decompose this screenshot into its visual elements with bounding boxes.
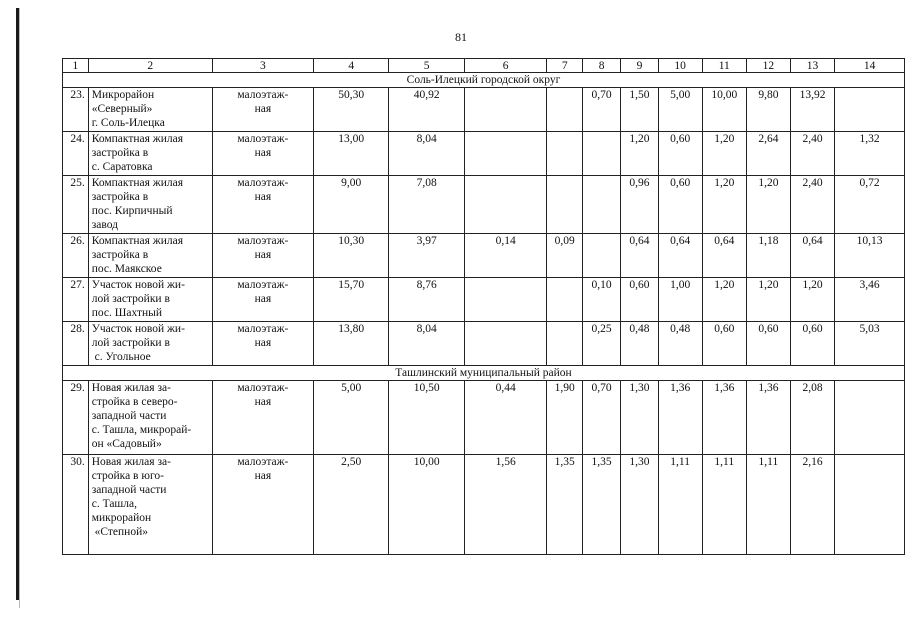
section-title: Соль-Илецкий городской округ (63, 73, 905, 88)
value-cell-c6: 0,44 (464, 381, 547, 455)
object-name-line: с. Ташла, микрорай- (91, 424, 192, 436)
column-number: 9 (621, 59, 658, 73)
value-cell-c4: 15,70 (314, 278, 389, 322)
value-cell-c14: 3,46 (835, 278, 905, 322)
row-number: 28. (63, 322, 89, 366)
value-cell-c5: 7,08 (389, 176, 464, 234)
value-cell-c9: 0,96 (621, 176, 658, 234)
column-number: 3 (212, 59, 313, 73)
value-cell-c9: 1,50 (621, 88, 658, 132)
table-row (63, 455, 905, 555)
value-cell-c11: 10,00 (702, 88, 746, 132)
value-cell-c5: 8,76 (389, 278, 464, 322)
object-name-line: застройка в (91, 147, 149, 159)
value-cell-c6 (464, 322, 547, 366)
value-cell-c6: 1,56 (464, 455, 547, 555)
building-type-line: малоэтаж- (237, 456, 289, 468)
building-type-line: малоэтаж- (237, 382, 289, 394)
object-name-cell (88, 381, 212, 455)
value-cell-c14 (835, 88, 905, 132)
value-cell-c7: 1,35 (547, 455, 582, 555)
value-cell-c10: 5,00 (658, 88, 702, 132)
value-cell-c13: 0,60 (790, 322, 834, 366)
value-cell-c12: 1,36 (746, 381, 790, 455)
building-type-line: малоэтаж- (237, 323, 289, 335)
column-number: 8 (582, 59, 620, 73)
column-number: 7 (547, 59, 582, 73)
value-cell-c10: 0,60 (658, 132, 702, 176)
value-cell-c8 (582, 176, 620, 234)
value-cell-c12: 0,60 (746, 322, 790, 366)
object-name-line: Микрорайон (91, 89, 155, 101)
object-name-line: завод (91, 219, 119, 231)
value-cell-c5: 40,92 (389, 88, 464, 132)
object-name-line: Компактная жилая (91, 177, 184, 189)
object-name-line: с. Саратовка (91, 161, 153, 173)
table-row (63, 322, 905, 366)
table-row (63, 278, 905, 322)
value-cell-c13: 1,20 (790, 278, 834, 322)
column-number: 10 (658, 59, 702, 73)
value-cell-c10: 0,48 (658, 322, 702, 366)
object-name-line: Новая жилая за- (91, 456, 171, 468)
table-row (63, 88, 905, 132)
object-name-line: Участок новой жи- (91, 279, 185, 291)
value-cell-c13: 2,40 (790, 132, 834, 176)
table-row (63, 176, 905, 234)
building-type-line: ная (254, 337, 272, 349)
object-name-line: «Северный» (91, 103, 153, 115)
column-number: 13 (790, 59, 834, 73)
column-number: 6 (464, 59, 547, 73)
value-cell-c4: 10,30 (314, 234, 389, 278)
column-number: 12 (746, 59, 790, 73)
object-name-line: лой застройки в (91, 337, 170, 349)
value-cell-c14 (835, 381, 905, 455)
object-name-line: пос. Шахтный (91, 307, 163, 319)
row-number: 25. (63, 176, 89, 234)
object-name-cell (88, 132, 212, 176)
object-name-line: застройка в (91, 249, 149, 261)
object-name-cell (88, 176, 212, 234)
building-type-line: малоэтаж- (237, 133, 289, 145)
value-cell-c12: 1,18 (746, 234, 790, 278)
building-type-line: ная (254, 103, 272, 115)
value-cell-c9: 0,48 (621, 322, 658, 366)
building-type-cell (212, 88, 313, 132)
section-header-row (63, 73, 905, 88)
data-table (62, 58, 905, 555)
object-name-cell (88, 322, 212, 366)
value-cell-c10: 1,36 (658, 381, 702, 455)
building-type-line: ная (254, 470, 272, 482)
row-number: 27. (63, 278, 89, 322)
binding-rule-shadow (19, 8, 20, 608)
value-cell-c5: 3,97 (389, 234, 464, 278)
object-name-line: западной части (91, 410, 167, 422)
value-cell-c8: 0,10 (582, 278, 620, 322)
value-cell-c12: 9,80 (746, 88, 790, 132)
value-cell-c10: 0,60 (658, 176, 702, 234)
row-number: 29. (63, 381, 89, 455)
value-cell-c4: 13,80 (314, 322, 389, 366)
value-cell-c12: 1,11 (746, 455, 790, 555)
value-cell-c9: 0,60 (621, 278, 658, 322)
building-type-line: ная (254, 396, 272, 408)
table-row (63, 234, 905, 278)
value-cell-c11: 0,64 (702, 234, 746, 278)
value-cell-c10: 0,64 (658, 234, 702, 278)
object-name-line: пос. Кирпичный (91, 205, 173, 217)
object-name-cell (88, 455, 212, 555)
building-type-cell (212, 455, 313, 555)
value-cell-c7 (547, 132, 582, 176)
value-cell-c6 (464, 176, 547, 234)
section-header-row (63, 366, 905, 381)
value-cell-c11: 1,11 (702, 455, 746, 555)
object-name-line: микрорайон (91, 512, 152, 524)
value-cell-c7 (547, 88, 582, 132)
value-cell-c4: 13,00 (314, 132, 389, 176)
value-cell-c8: 0,70 (582, 381, 620, 455)
value-cell-c5: 10,50 (389, 381, 464, 455)
object-name-line: Компактная жилая (91, 235, 184, 247)
value-cell-c8: 1,35 (582, 455, 620, 555)
value-cell-c4: 9,00 (314, 176, 389, 234)
object-name-line: лой застройки в (91, 293, 170, 305)
object-name-line: Компактная жилая (91, 133, 184, 145)
value-cell-c4: 50,30 (314, 88, 389, 132)
column-number: 5 (389, 59, 464, 73)
value-cell-c7: 1,90 (547, 381, 582, 455)
building-type-cell (212, 322, 313, 366)
row-number: 24. (63, 132, 89, 176)
value-cell-c5: 8,04 (389, 132, 464, 176)
value-cell-c13: 2,08 (790, 381, 834, 455)
building-type-line: ная (254, 147, 272, 159)
value-cell-c12: 1,20 (746, 176, 790, 234)
value-cell-c10: 1,00 (658, 278, 702, 322)
value-cell-c5: 10,00 (389, 455, 464, 555)
value-cell-c7 (547, 322, 582, 366)
value-cell-c14 (835, 455, 905, 555)
value-cell-c8 (582, 234, 620, 278)
value-cell-c14: 5,03 (835, 322, 905, 366)
value-cell-c13: 13,92 (790, 88, 834, 132)
column-number: 4 (314, 59, 389, 73)
value-cell-c7: 0,09 (547, 234, 582, 278)
value-cell-c8: 0,25 (582, 322, 620, 366)
object-name-line: Новая жилая за- (91, 382, 171, 394)
value-cell-c12: 1,20 (746, 278, 790, 322)
column-number: 11 (702, 59, 746, 73)
building-type-line: ная (254, 293, 272, 305)
building-type-line: малоэтаж- (237, 279, 289, 291)
value-cell-c12: 2,64 (746, 132, 790, 176)
building-type-line: малоэтаж- (237, 89, 289, 101)
value-cell-c13: 0,64 (790, 234, 834, 278)
object-name-line: «Степной» (91, 526, 148, 538)
object-name-line: с. Угольное (91, 351, 151, 363)
row-number: 30. (63, 455, 89, 555)
table-row (63, 132, 905, 176)
value-cell-c13: 2,40 (790, 176, 834, 234)
value-cell-c11: 0,60 (702, 322, 746, 366)
value-cell-c5: 8,04 (389, 322, 464, 366)
table-row (63, 381, 905, 455)
value-cell-c11: 1,20 (702, 278, 746, 322)
value-cell-c7 (547, 176, 582, 234)
building-type-cell (212, 381, 313, 455)
value-cell-c9: 1,20 (621, 132, 658, 176)
value-cell-c8 (582, 132, 620, 176)
object-name-line: западной части (91, 484, 167, 496)
value-cell-c6 (464, 88, 547, 132)
building-type-cell (212, 176, 313, 234)
building-type-cell (212, 278, 313, 322)
value-cell-c8: 0,70 (582, 88, 620, 132)
value-cell-c7 (547, 278, 582, 322)
building-type-line: ная (254, 249, 272, 261)
value-cell-c11: 1,36 (702, 381, 746, 455)
page-number: 81 (455, 30, 467, 44)
value-cell-c13: 2,16 (790, 455, 834, 555)
building-type-cell (212, 132, 313, 176)
value-cell-c9: 0,64 (621, 234, 658, 278)
object-name-line: стройка в юго- (91, 470, 164, 482)
value-cell-c11: 1,20 (702, 132, 746, 176)
object-name-line: застройка в (91, 191, 149, 203)
object-name-cell (88, 234, 212, 278)
column-number: 1 (63, 59, 89, 73)
object-name-line: с. Ташла, (91, 498, 138, 510)
object-name-cell (88, 278, 212, 322)
table-body (63, 73, 905, 555)
column-number-row (63, 59, 905, 73)
object-name-line: пос. Маякское (91, 263, 162, 275)
value-cell-c6: 0,14 (464, 234, 547, 278)
section-title: Ташлинский муниципальный район (63, 366, 905, 381)
row-number: 23. (63, 88, 89, 132)
value-cell-c6 (464, 132, 547, 176)
object-name-line: он «Садовый» (91, 438, 162, 450)
value-cell-c9: 1,30 (621, 381, 658, 455)
value-cell-c9: 1,30 (621, 455, 658, 555)
object-name-cell (88, 88, 212, 132)
row-number: 26. (63, 234, 89, 278)
value-cell-c14: 10,13 (835, 234, 905, 278)
value-cell-c10: 1,11 (658, 455, 702, 555)
object-name-line: г. Соль-Илецка (91, 117, 165, 129)
value-cell-c6 (464, 278, 547, 322)
object-name-line: Участок новой жи- (91, 323, 185, 335)
value-cell-c11: 1,20 (702, 176, 746, 234)
value-cell-c4: 5,00 (314, 381, 389, 455)
building-type-line: малоэтаж- (237, 177, 289, 189)
value-cell-c14: 0,72 (835, 176, 905, 234)
value-cell-c14: 1,32 (835, 132, 905, 176)
value-cell-c4: 2,50 (314, 455, 389, 555)
building-type-cell (212, 234, 313, 278)
column-number: 2 (88, 59, 212, 73)
building-type-line: ная (254, 191, 272, 203)
column-number: 14 (835, 59, 905, 73)
building-type-line: малоэтаж- (237, 235, 289, 247)
object-name-line: стройка в северо- (91, 396, 178, 408)
